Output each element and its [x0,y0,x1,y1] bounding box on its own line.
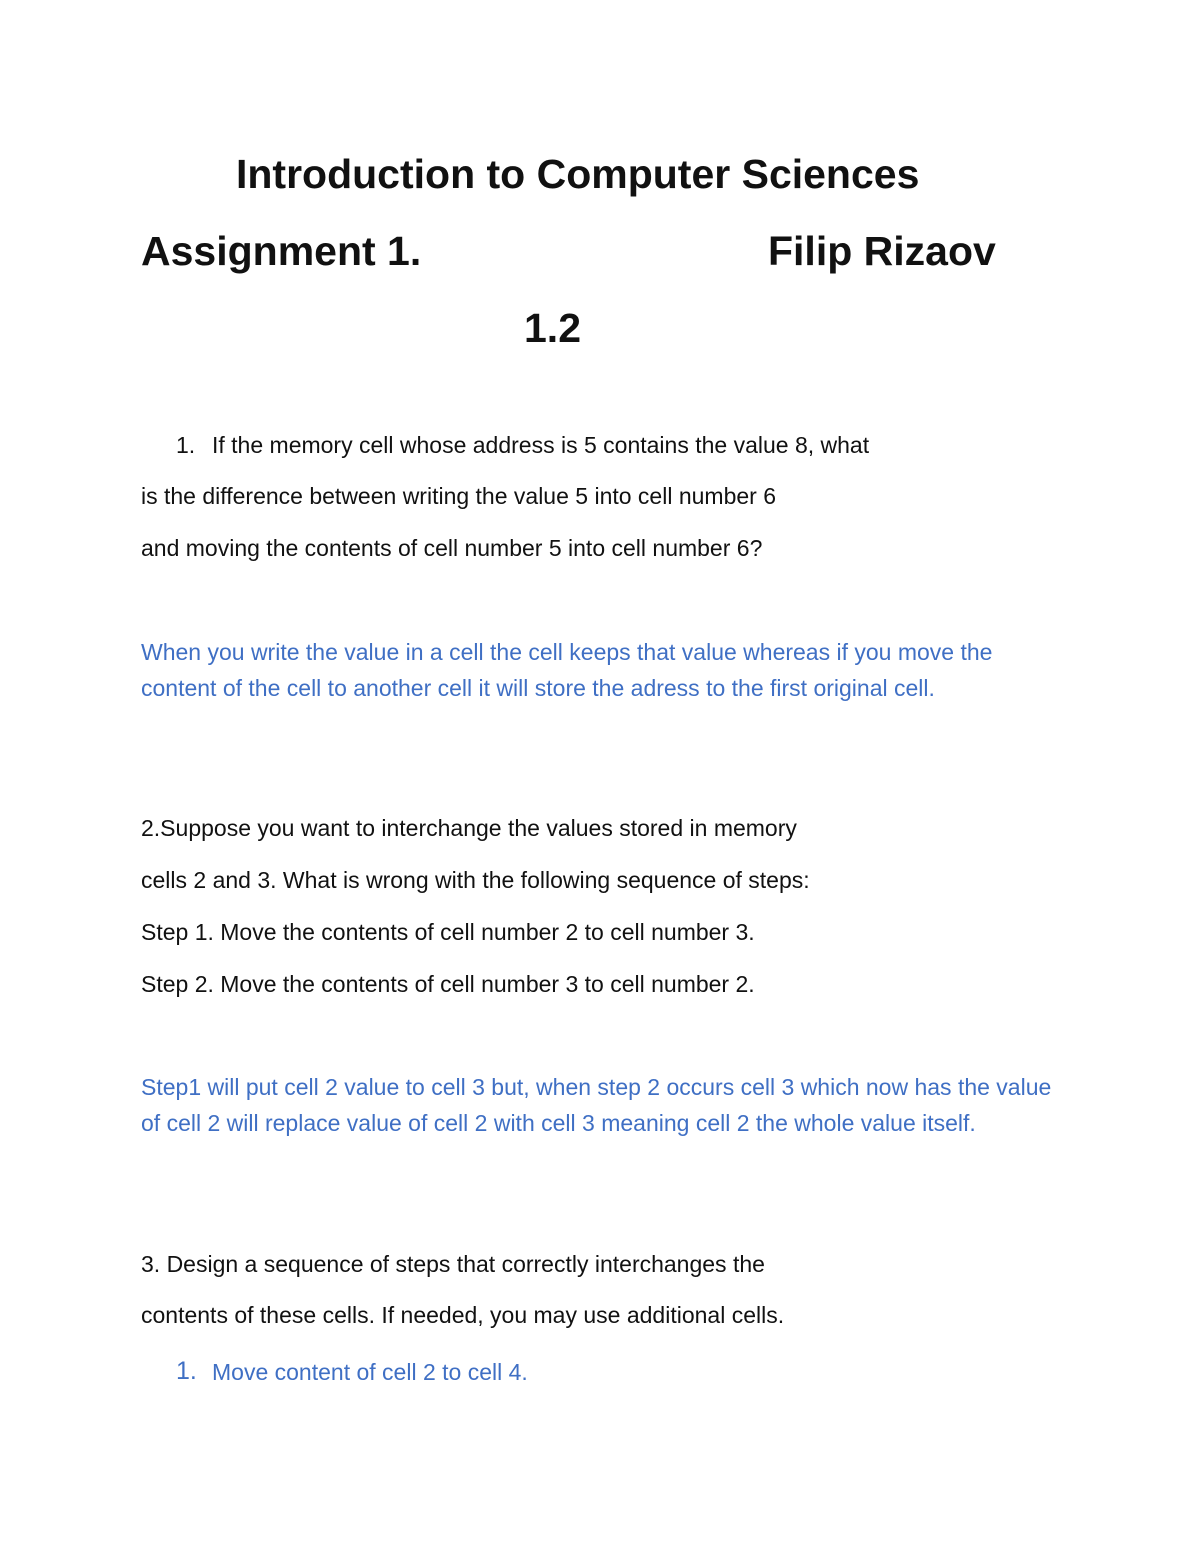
question-2-step-2: Step 2. Move the contents of cell number 3 to cell number 2. [141,971,755,997]
question-1-number: 1. [176,432,196,458]
question-3-line-1: 3. Design a sequence of steps that correctly interchanges the [141,1251,765,1277]
answer-2: Step1 will put cell 2 value to cell 3 but, when step 2 occurs cell 3 which now has the value of cell 2 will replace value of cell 2 with cell 3 meaning cell 2 the whole value itself. [141,1074,1052,1136]
answer-1: When you write the value in a cell the cell keeps that value whereas if you move the content of the cell to another cell it will store the adress to the first original cell. [141,639,993,701]
document-title: Introduction to Computer Sciences [236,151,920,197]
assignment-heading: Assignment 1. [141,228,422,274]
answer-3-item-text: Move content of cell 2 to cell 4. [212,1359,528,1385]
question-2-line-2: cells 2 and 3. What is wrong with the following sequence of steps: [141,867,810,893]
section-number: 1.2 [524,305,581,351]
answer-3-item-number: 1. [176,1357,197,1385]
question-1-line-2: is the difference between writing the value 5 into cell number 6 [141,483,777,509]
question-2-line-1: 2.Suppose you want to interchange the values stored in memory [141,815,797,841]
question-1-line-1: If the memory cell whose address is 5 contains the value 8, what [212,432,870,458]
question-1-line-3: and moving the contents of cell number 5 into cell number 6? [141,535,763,561]
author-name: Filip Rizaov [768,228,996,274]
question-2-step-1: Step 1. Move the contents of cell number 2 to cell number 3. [141,919,755,945]
question-3-line-2: contents of these cells. If needed, you may use additional cells. [141,1302,785,1328]
